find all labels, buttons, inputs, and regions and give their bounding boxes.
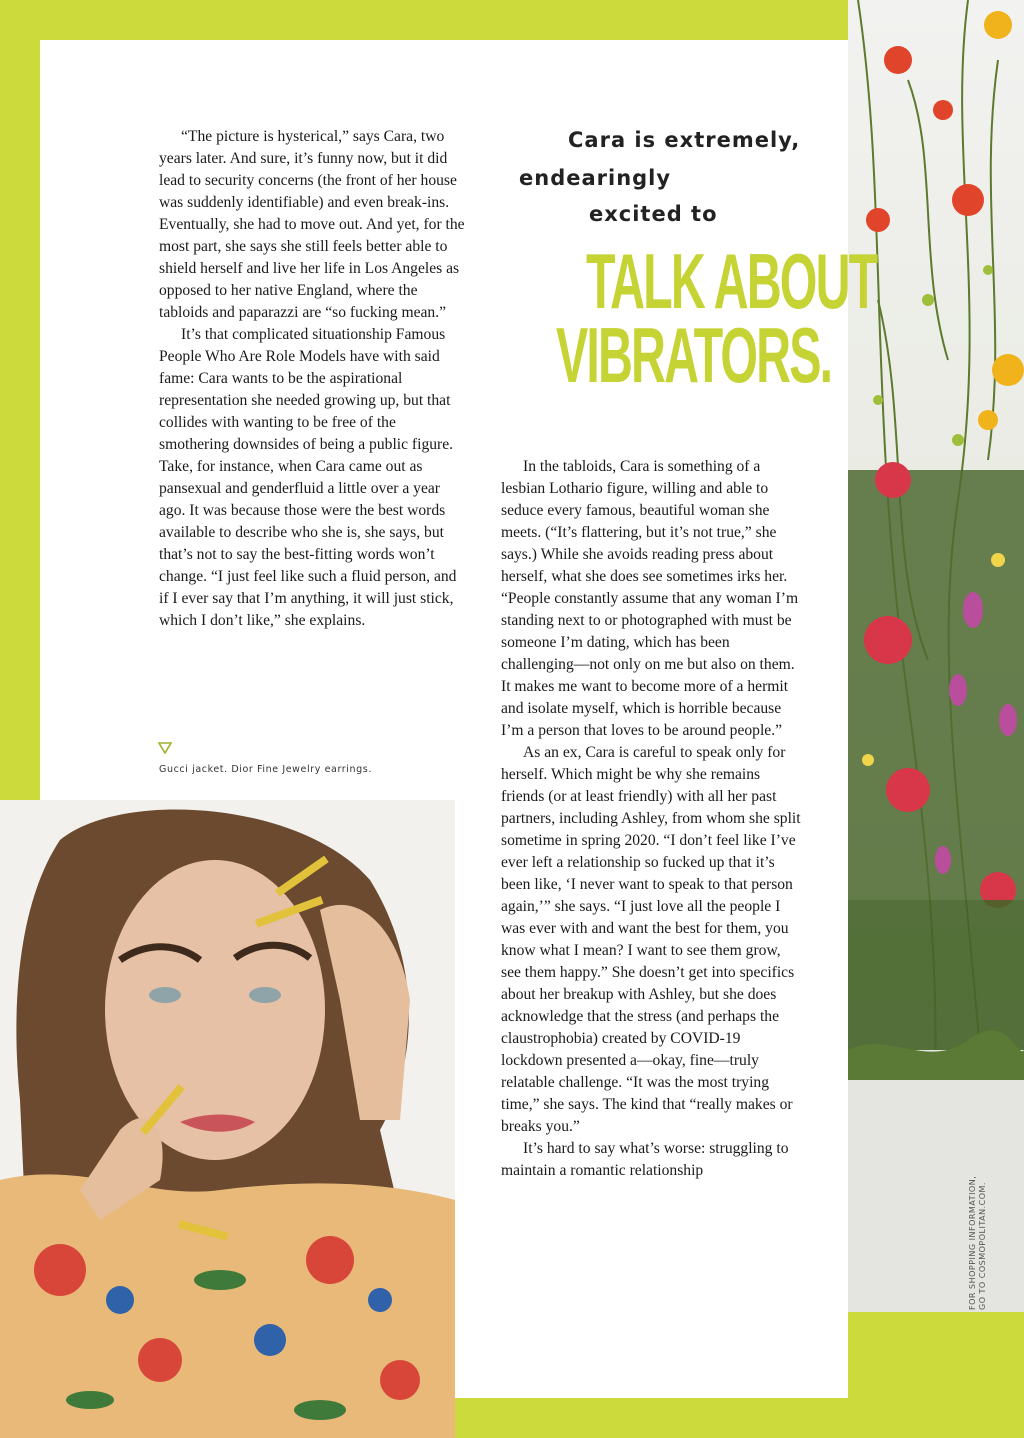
pull-quote-line-3: excited to <box>589 202 718 226</box>
lime-corner <box>848 1312 1024 1438</box>
triangle-down-icon <box>158 742 172 754</box>
paragraph: It’s hard to say what’s worse: struggling to maintain a romantic relationship <box>501 1140 789 1179</box>
portrait-photo <box>0 800 455 1438</box>
pull-quote-line-1: Cara is extremely, <box>568 128 801 152</box>
paragraph: “The picture is hysterical,” says Cara, two years later. And sure, it’s funny now, but it did lead to security concerns (the front of her house was suddenly identifiable) and even break-ins. Eventually, she had to move out. And yet, for the most part, she says she still feels better able to shield herself and live her life in Los Angeles as opposed to her native England, where the tabloids and paparazzi are “so fucking mean.” <box>159 128 465 321</box>
paragraph: It’s that complicated situationship Famous People Who Are Role Models have with said fame: Cara wants to be the aspirational representation she needed growing up, but that collides with wanting to be free of the smothering downsides of being a public figure. Take, for instance, when Cara came out as pansexual and genderfluid a little over a year ago. It was because those were the best words available to describe who she is, she says, but that’s not to say the best-fitting words won’t change. “I just feel like such a fluid person, and if I ever say that I’m anything, it will just stick, which I don’t like,” she explains. <box>159 326 457 629</box>
pull-quote-line-2: endearingly <box>519 166 672 190</box>
paragraph: In the tabloids, Cara is something of a lesbian Lothario figure, willing and able to seduce every famous, beautiful woman she meets. (“It’s flattering, but it’s not true,” she says.) While she avoids reading press about herself, what she does see sometimes irks her. “People constantly assume that any woman I’m standing next to or photographed with must be someone I’m dating, which has been challenging—not only on me but also on them. It makes me want to become more of a hermit and isolate myself, which is horrible because I’m a person that loves to be around people.” <box>501 458 799 739</box>
photo-caption: Gucci jacket. Dior Fine Jewelry earrings. <box>159 764 372 775</box>
credit-line-2: GO TO COSMOPOLITAN.COM. <box>978 1182 987 1310</box>
credit-line-1: FOR SHOPPING INFORMATION, <box>968 1175 977 1310</box>
paragraph: As an ex, Cara is careful to speak only for herself. Which might be why she remains friends (or at least friendly) with all her past partners, including Ashley, from whom she split sometime in spring 2020. “I don’t feel like I’ve ever left a relationship so fucked up that it’s been like, ‘I never want to speak to that person again,’” she says. “I just love all the people I was ever with and want the best for them, you know what I mean? I want to see them grow, see them happy.” She doesn’t get into specifics about her breakup with Ashley, but she does acknowledge that the stress (and perhaps the claustrophobia) created by COVID-19 lockdown presented a—okay, fine—truly relatable challenge. “It was the most trying time,” she says. The kind that “really makes or breaks you.” <box>501 744 801 1135</box>
lime-bottom-bar <box>455 1398 848 1438</box>
shopping-credit <box>968 1110 998 1310</box>
article-column-left <box>159 126 465 632</box>
pull-quote-headline-1: TALK ABOUT <box>586 237 877 325</box>
pull-quote-headline-2: VIBRATORS. <box>556 311 832 399</box>
article-column-right <box>501 456 803 1182</box>
